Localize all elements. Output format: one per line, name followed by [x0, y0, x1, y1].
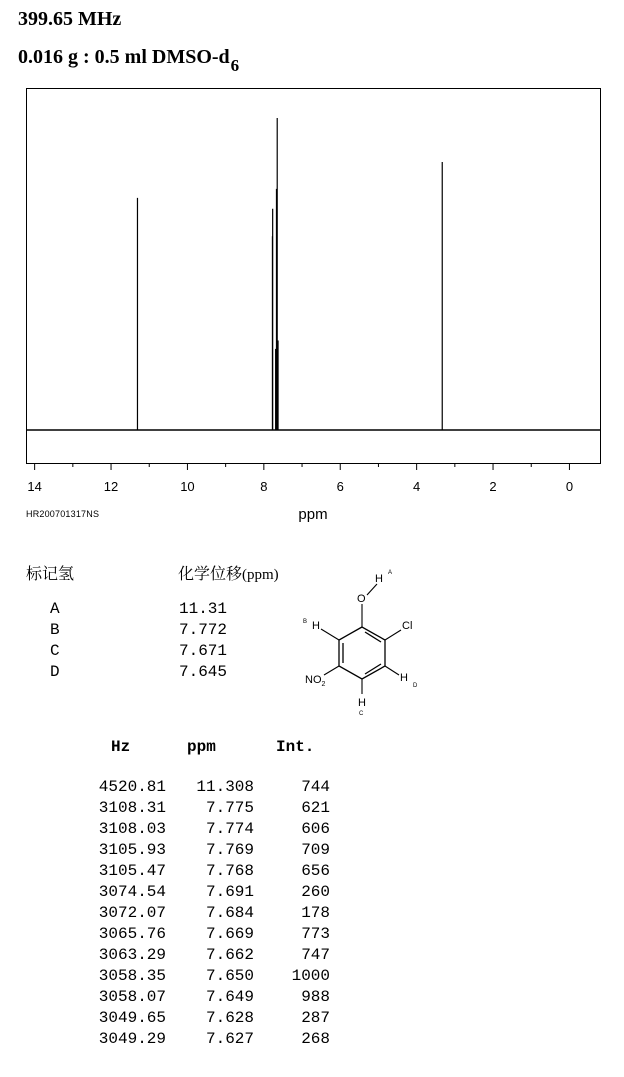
peak-cell-hz: 3108.31	[98, 799, 166, 817]
peak-cell-int: 773	[301, 925, 330, 943]
molecule-structure	[295, 562, 445, 722]
x-tick-label: 2	[489, 479, 497, 494]
assignment-header-shift	[178, 561, 279, 584]
peak-cell-int: 988	[301, 988, 330, 1006]
peak-cell-hz: 4520.81	[98, 778, 166, 796]
peak-cell-hz: 3065.76	[98, 925, 166, 943]
nitro-text: NO	[305, 674, 322, 686]
peak-cell-ppm: 7.684	[205, 904, 254, 922]
peak-cell-ppm: 11.308	[196, 778, 254, 796]
peak-cell-int: 709	[301, 841, 330, 859]
peak-cell-ppm: 7.774	[205, 820, 254, 838]
atom-hydrogen-a: H	[375, 573, 383, 585]
assignment-label: D	[50, 663, 60, 681]
peak-cell-int: 268	[301, 1030, 330, 1048]
tag-a: A	[388, 570, 393, 576]
peak-cell-ppm: 7.627	[205, 1030, 254, 1048]
peak-cell-int: 1000	[291, 967, 330, 985]
x-tick-label: 14	[27, 479, 42, 494]
x-tick-label: 0	[565, 479, 574, 494]
peak-cell-int: 178	[301, 904, 330, 922]
nitro-subscript: 2	[321, 681, 326, 688]
atom-chlorine: Cl	[402, 620, 413, 632]
x-axis-ticks	[27, 464, 573, 494]
peak-cell-ppm: 7.775	[205, 799, 254, 817]
peak-cell-ppm: 7.769	[205, 841, 254, 859]
peak-cell-hz: 3058.35	[98, 967, 166, 985]
peak-header-int: Int.	[276, 738, 315, 756]
peak-cell-ppm: 7.768	[205, 862, 254, 880]
atom-hydrogen-c: H	[358, 697, 366, 709]
tag-b: B	[303, 619, 308, 625]
sample-subscript: 6	[230, 56, 240, 75]
nmr-spectrum-chart	[0, 0, 624, 530]
x-tick-label: 8	[260, 479, 268, 494]
peak-cell-int: 287	[301, 1009, 330, 1027]
assignment-shift: 7.671	[178, 642, 227, 660]
assignment-label: B	[50, 621, 60, 639]
x-tick-label: 10	[180, 479, 195, 494]
peak-header-ppm: ppm	[187, 738, 216, 756]
peak-cell-ppm: 7.691	[205, 883, 254, 901]
peak-cell-ppm: 7.649	[205, 988, 254, 1006]
x-axis-label: ppm	[298, 506, 328, 523]
shift-header-text: 化学位移	[178, 566, 243, 583]
atom-hydrogen-b: H	[312, 620, 320, 632]
peak-cell-int: 606	[301, 820, 330, 838]
spectrometer-frequency: 399.65 MHz	[18, 8, 122, 30]
peak-cell-hz: 3074.54	[98, 883, 166, 901]
atom-oxygen: O	[357, 593, 366, 605]
peak-cell-ppm: 7.662	[205, 946, 254, 964]
x-tick-label: 4	[413, 479, 421, 494]
peak-cell-hz: 3058.07	[98, 988, 166, 1006]
tag-c: C	[359, 711, 364, 717]
peak-cell-int: 260	[301, 883, 330, 901]
assignment-shift: 7.645	[178, 663, 227, 681]
peak-cell-ppm: 7.669	[205, 925, 254, 943]
file-identifier: HR200701317NS	[26, 509, 100, 519]
peak-cell-int: 744	[301, 778, 330, 796]
spectrum-peaks	[137, 118, 442, 430]
peak-cell-int: 621	[301, 799, 330, 817]
assignment-label: C	[50, 642, 60, 660]
atom-hydrogen-d: H	[400, 672, 408, 684]
peak-cell-ppm: 7.628	[205, 1009, 254, 1027]
peak-cell-hz: 3063.29	[98, 946, 166, 964]
assignment-shift: 7.772	[178, 621, 227, 639]
tag-d: D	[413, 683, 418, 689]
peak-cell-int: 747	[301, 946, 330, 964]
peak-cell-hz: 3049.65	[98, 1009, 166, 1027]
peak-cell-hz: 3049.29	[98, 1030, 166, 1048]
x-tick-label: 6	[336, 479, 344, 494]
benzene-ring	[339, 627, 385, 679]
peak-cell-int: 656	[301, 862, 330, 880]
assignment-header-label: 标记氢	[26, 566, 75, 583]
nitro-group	[305, 674, 326, 688]
shift-header-unit: (ppm)	[242, 567, 279, 583]
assignment-label: A	[50, 600, 60, 618]
peak-cell-hz: 3105.93	[98, 841, 166, 859]
peak-cell-ppm: 7.650	[205, 967, 254, 985]
peak-header-hz: Hz	[111, 738, 131, 756]
peak-cell-hz: 3105.47	[98, 862, 166, 880]
peak-cell-hz: 3108.03	[98, 820, 166, 838]
assignment-shift: 11.31	[178, 600, 227, 618]
sample-text: 0.016 g : 0.5 ml DMSO-d	[18, 46, 230, 68]
x-tick-label: 12	[103, 479, 119, 494]
plot-frame	[27, 89, 601, 464]
peak-cell-hz: 3072.07	[98, 904, 166, 922]
